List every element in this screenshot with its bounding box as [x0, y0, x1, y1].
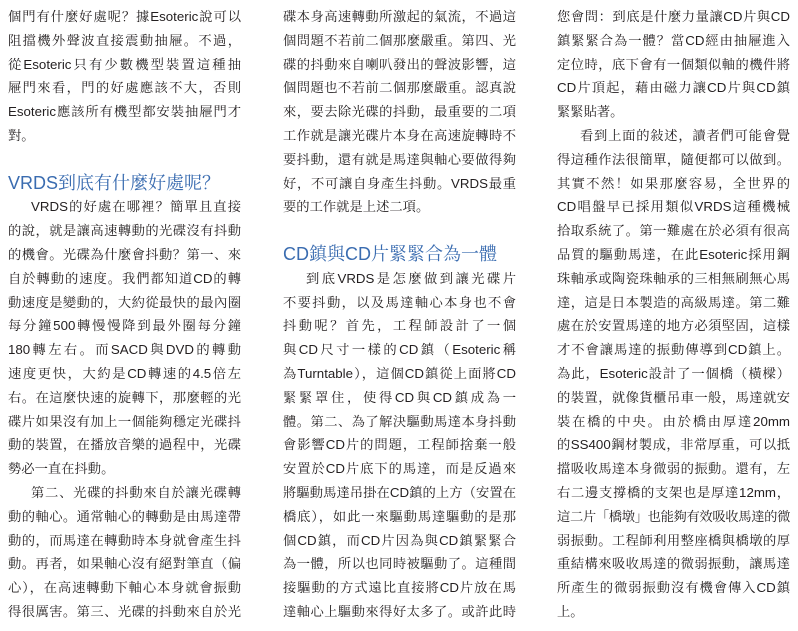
text-line: 為Turntable），這個CD鎮從上面將CD — [283, 365, 516, 381]
text-line: 弱振動。工程師利用整座橋與橋墩的厚 — [557, 532, 790, 548]
text-line: 到底VRDS是怎麼做到讓光碟片 — [306, 270, 516, 286]
text-line: 180轉左右。而SACD與DVD的轉動 — [8, 342, 241, 358]
text-line: 要的工作就是上述二項。 — [283, 199, 430, 215]
text-line: 個問題不若前二個那麼嚴重。第四、光 — [283, 32, 516, 48]
text-line: 鎮緊緊合為一體？當CD經由抽屜進入 — [557, 32, 790, 48]
paragraph — [283, 267, 516, 624]
text-line: 的機會。光碟為什麼會抖動？第一、來 — [8, 246, 241, 262]
text-line: 屜門來看，門的好處應該不大，否則 — [8, 80, 241, 96]
text-line: 心），在高速轉動下軸心本身就會振動 — [8, 580, 241, 596]
text-line: 緊緊貼著。 — [557, 104, 624, 120]
text-line: 重結構來吸收馬達的微弱振動，讓馬達 — [557, 556, 790, 572]
text-line: 緊緊罩住，使得CD與CD鎮成為一 — [283, 389, 516, 405]
text-line: 會影響CD片的問題，工程師捨棄一般 — [283, 437, 516, 453]
text-line: 工作就是讓光碟片本身在高速旋轉時不 — [283, 127, 516, 143]
text-line: 將驅動馬達吊掛在CD鎮的上方（安置在 — [283, 484, 516, 500]
column-right — [557, 5, 790, 624]
paragraph — [8, 195, 241, 481]
text-line: 要抖動，還有就是馬達與軸心要做得夠 — [283, 151, 516, 167]
section-heading: CD鎮與CD片緊緊合為一體 — [283, 243, 497, 264]
text-line: 來，要去除光碟的抖動，最重要的二項 — [283, 104, 516, 120]
text-line: 不要抖動，以及馬達軸心本身也不會 — [283, 294, 516, 310]
text-line: 接驅動的方式遠比直接將CD片放在馬 — [283, 580, 516, 596]
text-line: 定位時，底下會有一個類似軸的機件將 — [557, 56, 790, 72]
text-line: 對。 — [8, 127, 35, 143]
text-line: 的SS400鋼材製成，非常厚重，可以抵 — [557, 437, 790, 453]
text-line: 從Esoteric只有少數機型裝置這種抽 — [8, 56, 241, 72]
text-line: 為此，Esoteric設計了一個橋（橫樑） — [557, 365, 790, 381]
text-line: 您會問：到底是什麼力量讓CD片與CD — [557, 9, 790, 24]
text-line: 看到上面的敍述，讀者們可能會覺 — [580, 127, 790, 143]
text-line: 動。再者，如果軸心沒有絕對筆直（偏 — [8, 556, 241, 572]
text-line: 得很厲害。第三、光碟的抖動來自於光 — [8, 603, 241, 619]
text-line: VRDS的好處在哪裡？簡單且直接 — [31, 199, 241, 215]
text-line: 第二、光碟的抖動來自於讓光碟轉 — [31, 484, 241, 500]
text-line: 安置於CD片底下的馬達，而是反過來 — [283, 461, 516, 477]
text-line: 與CD尺寸一樣的CD鎮（Esoteric稱 — [283, 342, 516, 358]
text-line: 碟片如果沒有加上一個能夠穩定光碟抖 — [8, 413, 241, 429]
text-line: 個問題也不若前二個那麼嚴重。認真說 — [283, 80, 516, 96]
text-line: 這二片「橋墩」也能夠有效吸收馬達的微 — [557, 508, 790, 524]
text-line: 品質的驅動馬達，在此Esoteric採用鋼 — [557, 246, 790, 262]
text-line: 達，這是日本製造的高級馬達。第二難 — [557, 294, 790, 310]
text-line: 為一體，所以也同時被驅動了。這種間 — [283, 556, 516, 572]
text-line: CD唱盤早已採用類似VRDS這種機械 — [557, 199, 790, 215]
text-line: 右二邊支撐橋的支架也是厚達12mm， — [557, 484, 790, 500]
text-line: 的說，就是讓高速轉動的光碟沒有抖動 — [8, 223, 241, 239]
text-line: 動的，而馬達在轉動時本身就會產生抖 — [8, 532, 241, 548]
text-line: 達軸心上驅動來得好太多了。或許此時 — [283, 603, 516, 619]
paragraph-continued — [8, 5, 241, 148]
column-left — [8, 5, 241, 624]
section-heading: VRDS到底有什麼好處呢？ — [8, 172, 221, 193]
paragraph-continued — [283, 5, 516, 219]
text-line: 個門有什麼好處呢？據Esoteric說可以 — [8, 9, 241, 24]
text-line: CD片頂起，藉由磁力讓CD片與CD鎮 — [557, 80, 790, 96]
text-line: 碟的抖動來自喇叭發出的聲波影響，這 — [283, 56, 516, 72]
text-line: 自於轉動的速度。我們都知道CD的轉 — [8, 270, 241, 286]
text-line: 右。在這麼快速的旋轉下，那麼輕的光 — [8, 389, 241, 405]
column-middle — [283, 5, 516, 624]
text-line: 動的軸心。通常軸心的轉動是由馬達帶 — [8, 508, 241, 524]
text-line: 勢必一直在抖動。 — [8, 461, 115, 477]
text-line: 動速度是變動的，大約從最快的最內圈 — [8, 294, 241, 310]
text-line: 好，不可讓自身產生抖動。VRDS最重 — [283, 175, 516, 191]
text-line: 上。 — [557, 603, 584, 619]
text-line: 阻擋機外聲波直接震動抽屜。不過， — [8, 32, 241, 48]
text-line: 其實不然！如果那麼容易，全世界的 — [557, 175, 790, 191]
text-line: 動的裝置，在播放音樂的過程中，光碟 — [8, 437, 241, 453]
text-line: 個CD鎮，而CD片因為與CD鎮緊緊合 — [283, 532, 516, 548]
text-line: 體。第二、為了解決驅動馬達本身抖動 — [283, 413, 516, 429]
text-line: 每分鐘500轉慢慢降到最外圈每分鐘 — [8, 318, 241, 334]
text-line: 處在於安置馬達的地方必須堅固，這樣 — [557, 318, 790, 334]
text-line: 速度更快，大約是CD轉速的4.5倍左 — [8, 365, 241, 381]
text-line: 橋底），如此一來驅動馬達驅動的是那 — [283, 508, 516, 524]
text-line: 的裝置，就像貨櫃吊車一般，馬達就安 — [557, 389, 790, 405]
text-line: 珠軸承或陶瓷珠軸承的三相無刷無心馬 — [557, 270, 790, 286]
text-line: Esoteric應該所有機型都安裝抽屜門才 — [8, 104, 241, 120]
text-line: 擋吸收馬達本身微弱的振動。還有，左 — [557, 461, 790, 477]
text-line: 拾取系統了。第一難處在於必須有很高 — [557, 223, 790, 239]
text-line: 才不會讓馬達的振動傳導到CD鎮上。 — [557, 342, 790, 358]
text-line: 抖動呢？首先，工程師設計了一個 — [283, 318, 516, 334]
paragraph — [8, 481, 241, 624]
text-line: 碟本身高速轉動所激起的氣流，不過這 — [283, 9, 516, 24]
paragraph — [557, 124, 790, 624]
text-line: 所產生的微弱振動沒有機會傳入CD鎮 — [557, 580, 790, 596]
text-line: 得這種作法很簡單，隨便都可以做到。 — [557, 151, 790, 167]
text-line: 裝在橋的中央。由於橋由厚達20mm — [557, 413, 790, 429]
paragraph-continued — [557, 5, 790, 124]
